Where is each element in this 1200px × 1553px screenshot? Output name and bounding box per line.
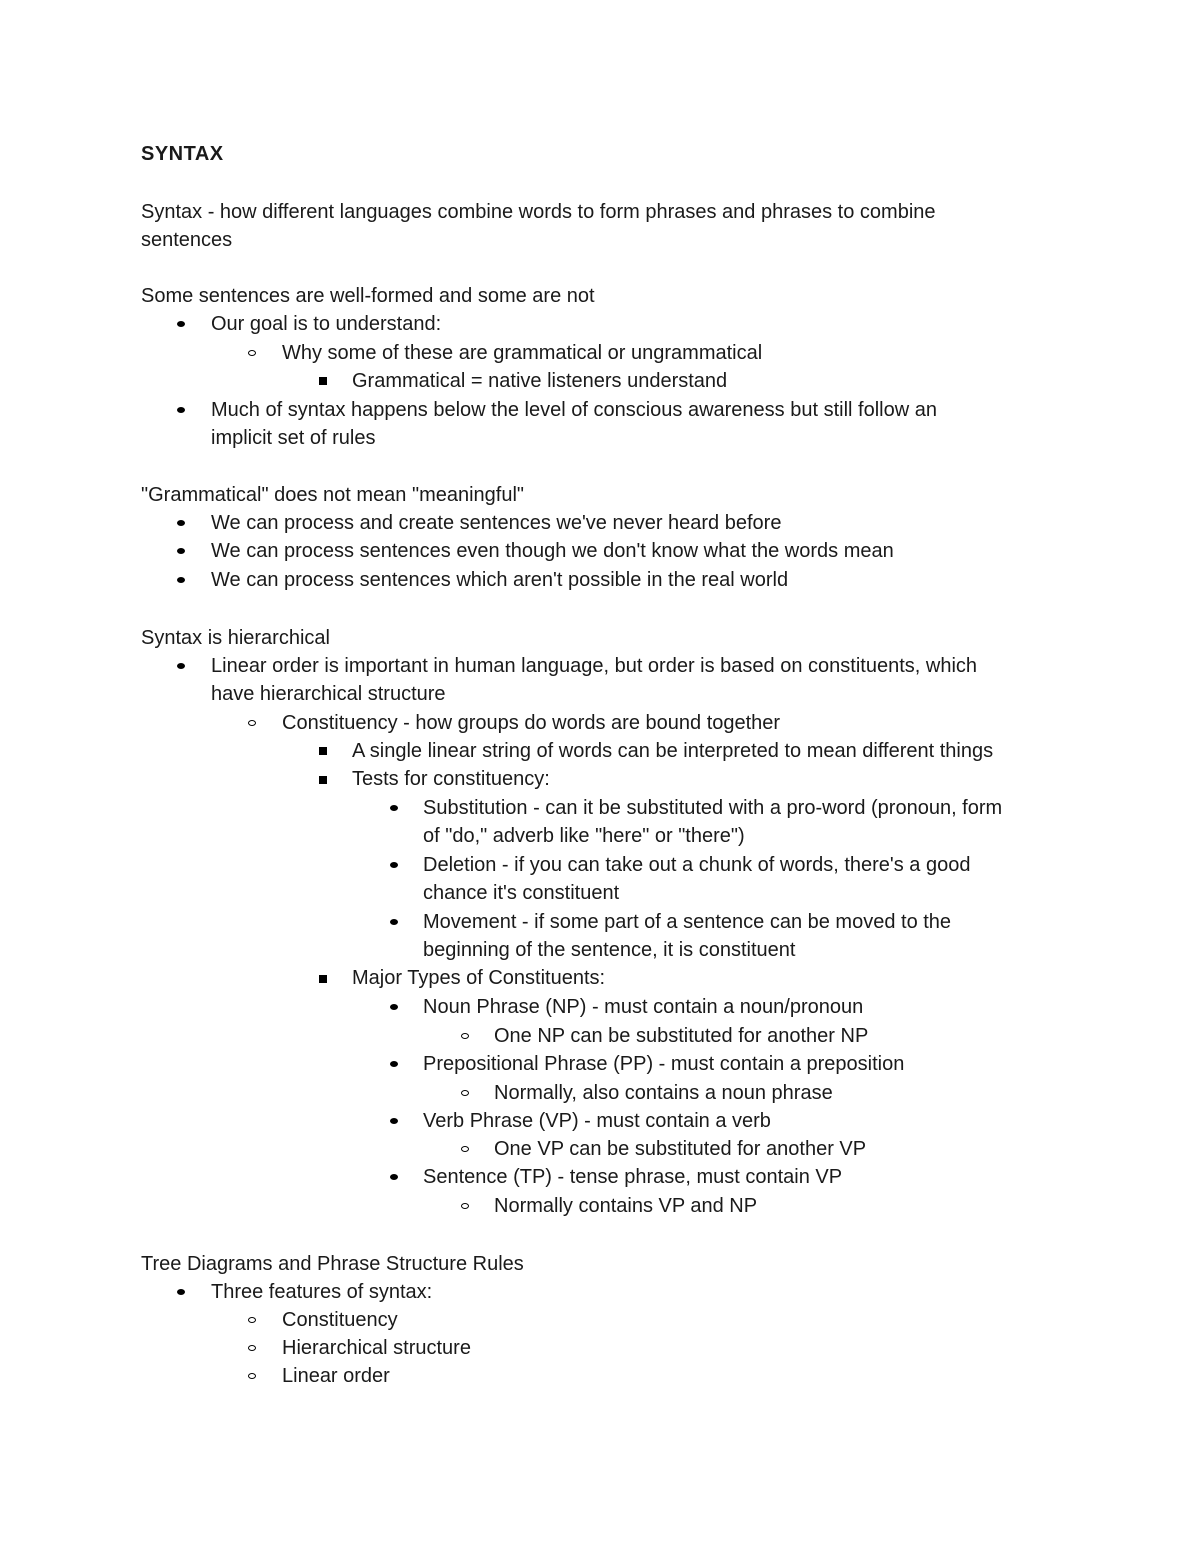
bullet-circle-icon — [248, 1317, 256, 1323]
document-title: SYNTAX — [141, 143, 224, 165]
list-item: Constituency - how groups do words are bound together — [282, 712, 781, 734]
list-item: Normally, also contains a noun phrase — [494, 1082, 833, 1104]
bullet-dot-icon — [390, 1174, 398, 1180]
bullet-square-icon — [319, 776, 327, 784]
bullet-dot-icon — [177, 407, 185, 413]
list-item: We can process and create sentences we've never heard before — [211, 512, 782, 534]
list-item: Three features of syntax: — [211, 1281, 433, 1303]
bullet-dot-icon — [177, 1289, 185, 1295]
list-item: Hierarchical structure — [282, 1337, 471, 1359]
list-item-continuation: of "do," adverb like "here" or "there") — [423, 825, 745, 847]
bullet-dot-icon — [177, 663, 185, 669]
bullet-square-icon — [319, 747, 327, 755]
section-heading: Syntax is hierarchical — [141, 627, 330, 649]
list-item: Our goal is to understand: — [211, 313, 442, 335]
list-item: One NP can be substituted for another NP — [494, 1025, 869, 1047]
list-item-continuation: beginning of the sentence, it is constituent — [423, 939, 796, 961]
bullet-circle-icon — [461, 1146, 469, 1152]
list-item: Deletion - if you can take out a chunk of words, there's a good — [423, 854, 971, 876]
list-item: Constituency — [282, 1309, 398, 1331]
list-item-continuation: have hierarchical structure — [211, 683, 446, 705]
bullet-dot-icon — [177, 321, 185, 327]
list-item-continuation: implicit set of rules — [211, 427, 376, 449]
list-item: Linear order is important in human language, but order is based on constituents, which — [211, 655, 978, 677]
list-item: Verb Phrase (VP) - must contain a verb — [423, 1110, 771, 1132]
bullet-dot-icon — [177, 548, 185, 554]
list-item: Major Types of Constituents: — [352, 967, 606, 989]
bullet-circle-icon — [461, 1090, 469, 1096]
list-item: One VP can be substituted for another VP — [494, 1138, 867, 1160]
bullet-square-icon — [319, 377, 327, 385]
bullet-circle-icon — [461, 1033, 469, 1039]
bullet-circle-icon — [248, 1373, 256, 1379]
list-item: We can process sentences even though we don't know what the words mean — [211, 540, 894, 562]
list-item: Much of syntax happens below the level of conscious awareness but still follow an — [211, 399, 937, 421]
list-item: Sentence (TP) - tense phrase, must contain VP — [423, 1166, 843, 1188]
bullet-circle-icon — [248, 1345, 256, 1351]
list-item: Noun Phrase (NP) - must contain a noun/pronoun — [423, 996, 864, 1018]
bullet-dot-icon — [390, 1118, 398, 1124]
bullet-dot-icon — [390, 805, 398, 811]
list-item: Substitution - can it be substituted with a pro-word (pronoun, form — [423, 797, 1003, 819]
paragraph-line: sentences — [141, 229, 233, 251]
bullet-square-icon — [319, 975, 327, 983]
bullet-dot-icon — [390, 919, 398, 925]
list-item: Normally contains VP and NP — [494, 1195, 758, 1217]
section-heading: Tree Diagrams and Phrase Structure Rules — [141, 1253, 524, 1275]
list-item: Linear order — [282, 1365, 390, 1387]
list-item: Tests for constituency: — [352, 768, 550, 790]
bullet-dot-icon — [177, 577, 185, 583]
section-heading: Some sentences are well-formed and some are not — [141, 285, 595, 307]
paragraph-line: Syntax - how different languages combine words to form phrases and phrases to combine — [141, 201, 936, 223]
bullet-dot-icon — [390, 862, 398, 868]
section-heading: "Grammatical" does not mean "meaningful" — [141, 484, 525, 506]
bullet-dot-icon — [177, 520, 185, 526]
list-item: We can process sentences which aren't possible in the real world — [211, 569, 789, 591]
bullet-circle-icon — [248, 720, 256, 726]
bullet-dot-icon — [390, 1004, 398, 1010]
list-item-continuation: chance it's constituent — [423, 882, 620, 904]
list-item: Why some of these are grammatical or ungrammatical — [282, 342, 763, 364]
bullet-dot-icon — [390, 1061, 398, 1067]
bullet-circle-icon — [248, 350, 256, 356]
list-item: Prepositional Phrase (PP) - must contain a preposition — [423, 1053, 905, 1075]
list-item: A single linear string of words can be interpreted to mean different things — [352, 740, 994, 762]
list-item: Grammatical = native listeners understand — [352, 370, 728, 392]
list-item: Movement - if some part of a sentence can be moved to the — [423, 911, 952, 933]
bullet-circle-icon — [461, 1203, 469, 1209]
